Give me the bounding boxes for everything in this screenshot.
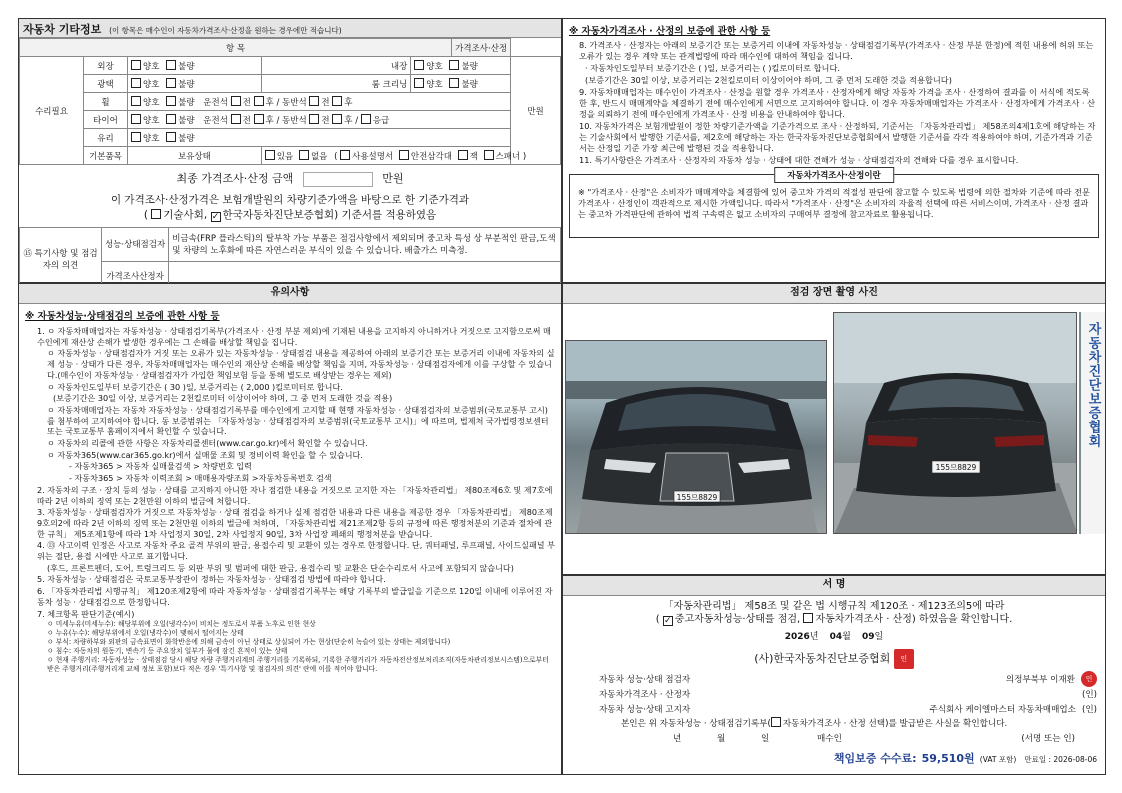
date-year-unit: 년 bbox=[809, 632, 819, 642]
front-label: 전 bbox=[321, 97, 330, 108]
opt-bad: 불량 bbox=[178, 79, 195, 90]
row-interior-label: 내장 bbox=[261, 57, 411, 75]
tire-emergency-checkbox[interactable] bbox=[361, 114, 371, 124]
signer-value: 주식회사 케이엘마스터 자동차매매업소 bbox=[929, 704, 1076, 715]
final-price-row bbox=[19, 170, 561, 187]
signature-section bbox=[562, 575, 1106, 775]
appraisal-def-text: ※ "가격조사 · 산정"은 소비자가 매매계약을 체결함에 있어 중고차 가격의 적절성 판단에 참고할 수 있도록 법령에 의한 절차와 기준에 따라 전문 가격조사 · 산정인이 객관적으로 제시한 가액입니다. 따라서 "가격조사 · 산정"은 소비자의 자율적 선택에 따른 서비스이며, 가격조사 · 산정 결과는 중고차 가격판단에 관하여 법적 구속력은 없고 소비자의 구매여부 결정에 참고자료로 활용됩니다. bbox=[578, 187, 1090, 219]
opt-good: 양호 bbox=[143, 79, 160, 90]
kadwa-checkbox[interactable]: ✓ bbox=[211, 211, 220, 222]
none-label: 없음 bbox=[310, 151, 328, 162]
signature-statement bbox=[563, 600, 1105, 669]
emergency-label: 응급 bbox=[372, 115, 390, 126]
sign-text: 자동차진단보증협회 bbox=[1085, 322, 1101, 448]
criteria-2: ㅇ 누유(누수): 해당부위에서 오일(냉각수)이 맺혀서 떨어지는 상태 bbox=[47, 629, 244, 638]
col-item-header: 항 목 bbox=[20, 39, 452, 57]
receipt-post: 자동차가격조사 · 산정 선택)를 발급받은 사실을 확인합니다. bbox=[782, 719, 1008, 729]
passenger-side-label: 동반석 bbox=[282, 115, 307, 126]
price-guarantee-items bbox=[569, 40, 1099, 166]
kadwa-sign-strip bbox=[1079, 312, 1105, 534]
other-info-section bbox=[18, 18, 562, 283]
tire-driver-front-checkbox[interactable] bbox=[231, 114, 241, 124]
buyer-sign: (서명 또는 인) bbox=[1021, 734, 1075, 744]
basis-text bbox=[19, 193, 561, 223]
buyer-year: 년 bbox=[673, 734, 682, 744]
opt-bad: 불량 bbox=[178, 133, 195, 144]
price-guarantee-section bbox=[562, 18, 1106, 283]
expiry-date: 만료일 : 2026-08-06 bbox=[1024, 755, 1097, 764]
fee-label: 책임보증 수수료: bbox=[833, 752, 917, 765]
date-month: 04 bbox=[829, 632, 843, 642]
criteria-5: ㅇ 현재 주행거리: 자동차성능 · 상태점검 당시 해당 차량 주행거리계의 주행거리를 기록하되, 기록한 주행거리가 자동차전산정보처리조직(자동차관리정보시스템)으로부터 받은 주행거리(주행거리계 교체 정보 포함)보다 적은 경우 '특기사항 및 점검자의 의견' 란에 이를 적어야 합니다. bbox=[47, 656, 549, 674]
opt-good: 양호 bbox=[143, 115, 160, 126]
rear-inspection-photo bbox=[833, 312, 1077, 534]
basis-opt2: 한국자동차진단보증협회 bbox=[222, 208, 335, 221]
signer-row bbox=[599, 686, 1097, 701]
wheel-passenger-rear-checkbox[interactable] bbox=[332, 96, 342, 106]
rear-label: 후 / bbox=[265, 97, 280, 108]
photo-section bbox=[562, 283, 1106, 575]
opt-bad: 불량 bbox=[178, 97, 195, 108]
gloss-bad-checkbox[interactable] bbox=[166, 78, 176, 88]
interior-bad-checkbox[interactable] bbox=[449, 60, 459, 70]
opt-good: 양호 bbox=[426, 61, 443, 72]
exterior-options bbox=[128, 57, 262, 75]
fee-row bbox=[563, 747, 1105, 766]
front-plate-text: 155므8829 bbox=[676, 493, 718, 502]
rear-label: 후 bbox=[344, 97, 353, 108]
signer-seal: (인) bbox=[1081, 704, 1097, 715]
used-car-inspect-checkbox[interactable]: ✓ bbox=[664, 616, 672, 626]
notes-title: ※ 자동차성능·상태점검의 보증에 관한 사항 등 bbox=[25, 311, 220, 322]
wheel-driver-rear-checkbox[interactable] bbox=[254, 96, 264, 106]
wheel-driver-front-checkbox[interactable] bbox=[231, 96, 241, 106]
note-6: 6. 「자동차관리법 시행규칙」 제120조제2항에 따라 자동차성능 · 상태점검기록부는 해당 기록부의 발급일을 기준으로 120일 이내에 이루어진 자동차 성능 · 상태점검으로 한정합니다. bbox=[37, 586, 553, 607]
note-1b: ㅇ 자동차성능 · 상태점검자가 거짓 또는 오류가 있는 자동차성능 · 상태점검 내용을 제공하여 아래의 보증기간 또는 보증거리 이내에 자동차의 실제 성능 · 상태가 다른 경우, 자동차매매업자는 매수인의 재산상 손해를 배상할 책임을 지며, 자동차성능 · 상태점검자에게 이를 구상할 수 있습니다.(매수인이 자동차성능 · 상태점검자가 가입한 책임보험 등을 통해 별도로 배상받는 경우는 제외) bbox=[47, 348, 555, 380]
glass-options bbox=[128, 129, 511, 147]
rear-label: 후 / bbox=[265, 115, 280, 126]
criteria-list bbox=[25, 620, 555, 674]
interior-good-checkbox[interactable] bbox=[414, 60, 424, 70]
driver-side-label: 운전석 bbox=[203, 97, 228, 108]
note-2: 2. 자동차의 구조 · 장치 등의 성능 · 상태를 고지하지 아니한 자나 점검한 내용을 거짓으로 고지한 자는 「자동차관리법」 제80조제6호 및 제7호에 따라 2년 이하의 징역 또는 2천만원 이하의 벌금에 처합니다. bbox=[37, 484, 553, 506]
note-1d: (보증기간은 30일 이상, 보증거리는 2천킬로미터 이상이어야 하며, 그 중 먼저 도래한 것을 적용) bbox=[53, 393, 393, 404]
statement-line2 bbox=[563, 613, 1105, 626]
tire-options bbox=[128, 111, 511, 129]
exterior-bad-checkbox[interactable] bbox=[166, 60, 176, 70]
buyer-row bbox=[563, 732, 1105, 744]
paren: ( bbox=[655, 614, 660, 625]
repair-table bbox=[19, 38, 561, 165]
rear-label: 후 / bbox=[344, 115, 359, 126]
buyer-day: 일 bbox=[761, 734, 770, 744]
repair-label: 수리필요 bbox=[20, 57, 84, 165]
none-checkbox[interactable] bbox=[299, 150, 309, 160]
signer-seal: (인) bbox=[1081, 689, 1097, 700]
glass-good-checkbox[interactable] bbox=[131, 132, 141, 142]
tire-passenger-front-checkbox[interactable] bbox=[309, 114, 319, 124]
final-price-label: 최종 가격조사·산정 금액 bbox=[176, 172, 294, 185]
glass-bad-checkbox[interactable] bbox=[166, 132, 176, 142]
date-day: 09 bbox=[862, 632, 875, 642]
note-1f: ㅇ 자동차의 리콜에 관한 사항은 자동차리콜센터(www.car.go.kr)에서 확인할 수 있습니다. bbox=[47, 438, 368, 449]
opt-good: 양호 bbox=[426, 79, 443, 90]
item-10: 10. 자동차가격은 보험개발원이 정한 차량기준가액을 기준가격으로 조사 · 산정하되, 기준서는 「자동차관리법」 제58조의4제1호에 해당하는 자는 기술사회에서 발행한 기준서를, 제2호에 해당하는 자는 한국자동차진단보증협회에서 발행한 기준서를 각각 적용하여야 하며, 기준가격과 기준서는 산정일 기준 가장 최근에 발행된 것을 적용합니다. bbox=[579, 121, 1096, 153]
opt-bad: 불량 bbox=[461, 61, 478, 72]
special-notes-table bbox=[19, 227, 561, 292]
possession-label: 보유상태 bbox=[128, 147, 262, 165]
driver-side-label: 운전석 bbox=[203, 115, 228, 126]
row-room-clean-label: 룸 크리닝 bbox=[261, 75, 411, 93]
note-3: 3. 자동차성능 · 상태점검자가 거짓으로 자동차성능 · 상태 점검을 하거나 실제 점검한 내용과 다른 내용을 제공한 경우 「자동차관리법」 제80조제9호의2에 따라 2년 이하의 징역 또는 2천만원 이하의 벌금에 처하며, 「자동차관리법 제21조제2항 등의 규정에 따른 행정처분의 기준과 절차에 관한 규칙」 제5조제1항에 따라 1차 사업정지 30일, 2차 사업정지 90일, 3차 사업장 폐쇄의 행정처분을 받습니다. bbox=[37, 507, 553, 539]
signers-list bbox=[563, 671, 1105, 716]
criteria-4: ㅇ 침수: 자동차의 원동기, 변속기 등 주요장치 일부가 물에 잠긴 흔적이 있는 상태 bbox=[47, 647, 288, 656]
note-1e: ㅇ 자동차매매업자는 자동차 자동차성능 · 상태점검기록부를 매수인에게 고지할 때 현행 자동차성능 · 상태점검자의 보증범위(국토교통부 고시)를 첨부하여 고지하여야 합니다. 동 보증범위는 「자동차성능 · 상태점검자의 보증범위(국토교통부 고시)」에 따르며, 법제처 국가법령정보센터 또는 국토교통부 홈페이지에서 확인할 수 있습니다. bbox=[47, 404, 549, 437]
rear-plate-text: 155므8829 bbox=[935, 463, 977, 472]
front-label: 전 bbox=[242, 97, 251, 108]
interior-options bbox=[411, 57, 511, 75]
statement-line1: 「자동차관리법」 제58조 및 같은 법 시행규칙 제120조 · 제123조의5에 따라 bbox=[663, 601, 1005, 612]
signer-row bbox=[599, 701, 1097, 716]
room-clean-good-checkbox[interactable] bbox=[414, 78, 424, 88]
criteria-3: ㅇ 부식: 차량하부와 외판의 금속표면이 화학반응에 의해 금속이 아닌 상태로 상실되어 가는 현상(단순히 녹슬어 있는 상태는 제외합니다) bbox=[47, 638, 451, 647]
note-1: 1. ㅇ 자동차매매업자는 자동차성능 · 상태점검기록부(가격조사 · 산정 부분 제외)에 기재된 내용을 고지하지 아니하거나 거짓으로 고지함으로써 매수인에게 재산상 손해가 발생한 경우에는 그 손해를 배상할 책임을 집니다. bbox=[37, 326, 551, 347]
other-info-note: (이 항목은 매수인이 자동차가격조사·산정을 원하는 경우에만 적습니다) bbox=[109, 26, 342, 35]
signer-row bbox=[599, 671, 1097, 686]
basis-line1: 이 가격조사·산정가격은 보험개발원의 차량기준가액을 바탕으로 한 기준가격과 bbox=[110, 193, 470, 206]
fee-value: 59,510원 bbox=[921, 752, 975, 765]
date-day-unit: 일 bbox=[874, 632, 884, 642]
signer-label: 자동차 성능·상태 점검자 bbox=[599, 674, 691, 685]
photo-header: 점검 장면 촬영 사진 bbox=[563, 284, 1105, 304]
inspector-opinion: 비금속(FRP 플라스틱)의 탈부착 가능 부품은 점검사항에서 제외되며 중고차 특성 상 부분적인 판금,도색 및 차량의 노후화에 따른 자연스러운 부식이 있을 수 있습니다. 배출가스 미측정. bbox=[169, 227, 561, 261]
have-label: 있음 bbox=[276, 151, 294, 162]
spanner-label: 스패너 ) bbox=[495, 151, 527, 162]
wheel-options bbox=[128, 93, 511, 111]
receipt-line bbox=[563, 717, 1105, 729]
appraisal-def-box bbox=[569, 171, 1099, 238]
wheel-good-checkbox[interactable] bbox=[131, 96, 141, 106]
special-label: ⑮ 특기사항 및 점검자의 의견 bbox=[20, 227, 102, 291]
item-8: 8. 가격조사 · 산정자는 아래의 보증기간 또는 보증거리 이내에 자동차성능 · 상태점검기록부(가격조사 · 산정 부분 한정)에 적힌 내용에 허위 또는 오류가 있는 경우 계약 또는 관계법령에 따라 매수인에 대하여 책임을 집니다. bbox=[579, 40, 1094, 61]
criteria-1: ㅇ 미세누유(미세누수): 해당부위에 오일(냉각수)이 비치는 정도로서 부품 노후로 인한 현상 bbox=[47, 620, 316, 629]
signer-label: 자동차가격조사 · 산정자 bbox=[599, 689, 691, 700]
note-7: 7. 체크항목 판단기준(예시) bbox=[37, 608, 135, 619]
statement-opt1: 중고자동차성능·상태를 점검, bbox=[674, 614, 801, 625]
jack-label: 잭 bbox=[469, 151, 478, 162]
price-unit: 만원 bbox=[511, 57, 561, 165]
tire-driver-rear-checkbox[interactable] bbox=[254, 114, 264, 124]
signature-header: 서 명 bbox=[563, 576, 1105, 596]
inspector-label: 성능·상태점검자 bbox=[102, 227, 169, 261]
spanner-checkbox[interactable] bbox=[484, 150, 494, 160]
signer-value: 의정부북부 이재환 bbox=[1005, 674, 1075, 685]
manual-checkbox[interactable] bbox=[340, 150, 350, 160]
signer-seal-icon: 인 bbox=[1081, 671, 1097, 687]
opt-bad: 불량 bbox=[461, 79, 478, 90]
opt-bad: 불량 bbox=[178, 61, 195, 72]
exterior-good-checkbox[interactable] bbox=[131, 60, 141, 70]
note-1i: - 자동차365 > 자동차 이력조회 > 매매용자량조회 >자동차등록번호 검색 bbox=[69, 473, 332, 484]
notes-section bbox=[18, 283, 562, 775]
opt-good: 양호 bbox=[143, 97, 160, 108]
item-11: 11. 특기사항란은 가격조사 · 산정자의 자동차 성능 · 상태에 대한 견해가 성능 · 상태점검자의 견해와 다를 경우 표시합니다. bbox=[579, 155, 1019, 165]
other-info-title: 자동차 기타정보 bbox=[23, 23, 102, 36]
issue-date bbox=[563, 631, 1105, 644]
statement-opt2: 자동차가격조사 · 산정) 하였음을 확인합니다. bbox=[815, 614, 1013, 625]
tire-bad-checkbox[interactable] bbox=[166, 114, 176, 124]
receipt-appraisal-checkbox[interactable] bbox=[771, 717, 781, 727]
item-9: 9. 자동차매매업자는 매수인이 가격조사 · 산정을 원할 경우 가격조사 · 산정자에게 해당 자동차 가격을 조사 · 산정하여 결과를 이 서식에 적도록 한 후, 반드시 매매계약을 체결하기 전에 매수인에게 서면으로 고지하여야 합니다. 이 경우 자동차매매업자는 가격조사 · 산정자에게 가격조사 · 산정을 의뢰하기 전에 매수인에게 가격조사 · 산정 비용을 안내하여야 합니다. bbox=[579, 87, 1095, 119]
appraiser-label: 가격조사산정자 bbox=[102, 261, 169, 291]
opt-bad: 불량 bbox=[178, 115, 195, 126]
room-clean-options bbox=[411, 75, 511, 93]
note-5: 5. 자동차성능 · 상태점검은 국토교통부장관이 정하는 자동차성능 · 상태점검 방법에 따라야 합니다. bbox=[37, 574, 386, 585]
jack-checkbox[interactable] bbox=[458, 150, 468, 160]
note-4b: (후드, 프론트펜더, 도어, 트렁크리드 등 외판 부위 및 범퍼에 대한 판금, 용접수리 및 교환은 단순수리로서 사고에 포함되지 않습니다) bbox=[47, 562, 514, 573]
opt-good: 양호 bbox=[143, 133, 160, 144]
date-month-unit: 월 bbox=[842, 632, 851, 642]
appraisal-def-title: 자동차가격조사·산정이란 bbox=[774, 167, 894, 183]
row-glass-label: 유리 bbox=[84, 129, 128, 147]
notes-items bbox=[25, 326, 555, 619]
item-8-note: (보증기간은 30일 이상, 보증거리는 2천킬로미터 이상이어야 하며, 그 중 먼저 도래한 것을 적용합니다) bbox=[585, 75, 952, 85]
opt-good: 양호 bbox=[143, 61, 160, 72]
date-year: 2026 bbox=[784, 632, 810, 642]
basis-opt1: 기술사회, bbox=[163, 208, 208, 221]
note-1c: ㅇ 자동차인도일부터 보증기간은 ( 30 )일, 보증거리는 ( 2,000 )킬로미터로 합니다. bbox=[47, 381, 343, 392]
col-price-header: 가격조사·산정 bbox=[452, 39, 511, 57]
front-label: 전 bbox=[321, 115, 330, 126]
front-car-image bbox=[566, 341, 827, 534]
front-inspection-photo bbox=[565, 340, 827, 534]
final-price-input[interactable] bbox=[303, 172, 373, 187]
row-exterior-label: 외장 bbox=[84, 57, 128, 75]
gloss-options bbox=[128, 75, 262, 93]
tire-good-checkbox[interactable] bbox=[131, 114, 141, 124]
row-wheel-label: 휠 bbox=[84, 93, 128, 111]
final-price-unit: 만원 bbox=[382, 172, 404, 185]
room-clean-bad-checkbox[interactable] bbox=[449, 78, 459, 88]
receipt-pre: 본인은 위 자동차성능 · 상태점검기록부( bbox=[621, 719, 771, 729]
buyer-label: 매수인 bbox=[817, 734, 842, 744]
org-name-row bbox=[563, 649, 1105, 669]
row-gloss-label: 광택 bbox=[84, 75, 128, 93]
signer-label: 자동차 성능·상태 고지자 bbox=[599, 704, 691, 715]
basis-line2: ( 기술사회, ✓ 한국자동차진단보증협회) 기준서를 적용하였음 bbox=[143, 208, 437, 222]
passenger-side-label: 동반석 bbox=[282, 97, 307, 108]
item-8-period: · 자동차인도일부터 보증기간은 ( )일, 보증거리는 ( )킬로미터로 합니다. bbox=[585, 63, 840, 73]
basis-tail: ) 기준서를 적용하였음 bbox=[334, 208, 437, 221]
wheel-bad-checkbox[interactable] bbox=[166, 96, 176, 106]
rear-car-image bbox=[834, 313, 1077, 534]
other-info-title-bar bbox=[19, 19, 561, 38]
tire-passenger-rear-checkbox[interactable] bbox=[332, 114, 342, 124]
price-guarantee-title: ※ 자동차가격조사 · 산정의 보증에 관한 사항 등 bbox=[569, 26, 771, 37]
front-label: 전 bbox=[242, 115, 251, 126]
have-checkbox[interactable] bbox=[265, 150, 275, 160]
engineer-society-checkbox[interactable] bbox=[151, 209, 161, 219]
buyer-month: 월 bbox=[717, 734, 726, 744]
notes-header: 유의사항 bbox=[19, 284, 561, 304]
org-name: (사)한국자동차진단보증협회 bbox=[754, 652, 891, 665]
price-appraisal-checkbox[interactable] bbox=[803, 613, 813, 623]
notes-body bbox=[19, 304, 561, 678]
wheel-passenger-front-checkbox[interactable] bbox=[309, 96, 319, 106]
org-seal-icon: 인 bbox=[894, 649, 914, 669]
manual-label: 사용설명서 bbox=[352, 151, 394, 162]
note-1h: - 자동차365 > 자동차 실매물검색 > 차량번호 입력 bbox=[69, 461, 252, 472]
note-4: 4. ⑬ 사고이력 인정은 사고로 자동차 주요 골격 부위의 판금, 용접수리 및 교환이 있는 경우로 한정합니다. 단, 쿼터패널, 루프패널, 사이드실패널 부위는 절단, 용접 시에만 사고로 표기합니다. bbox=[37, 540, 555, 562]
triangle-checkbox[interactable] bbox=[399, 150, 409, 160]
note-1g: ㅇ 자동차365(www.car365.go.kr)에서 실매물 조회 및 정비이력 확인을 할 수 있습니다. bbox=[47, 449, 363, 460]
possession-options: 있음 없음 ( 사용설명서 안전삼각대 잭 스패너 ) bbox=[261, 147, 560, 165]
row-tire-label: 타이어 bbox=[84, 111, 128, 129]
fee-vat: (VAT 포함) bbox=[979, 755, 1017, 764]
basic-items-label: 기본품목 bbox=[84, 147, 128, 165]
triangle-label: 안전삼각대 bbox=[410, 151, 452, 162]
gloss-good-checkbox[interactable] bbox=[131, 78, 141, 88]
